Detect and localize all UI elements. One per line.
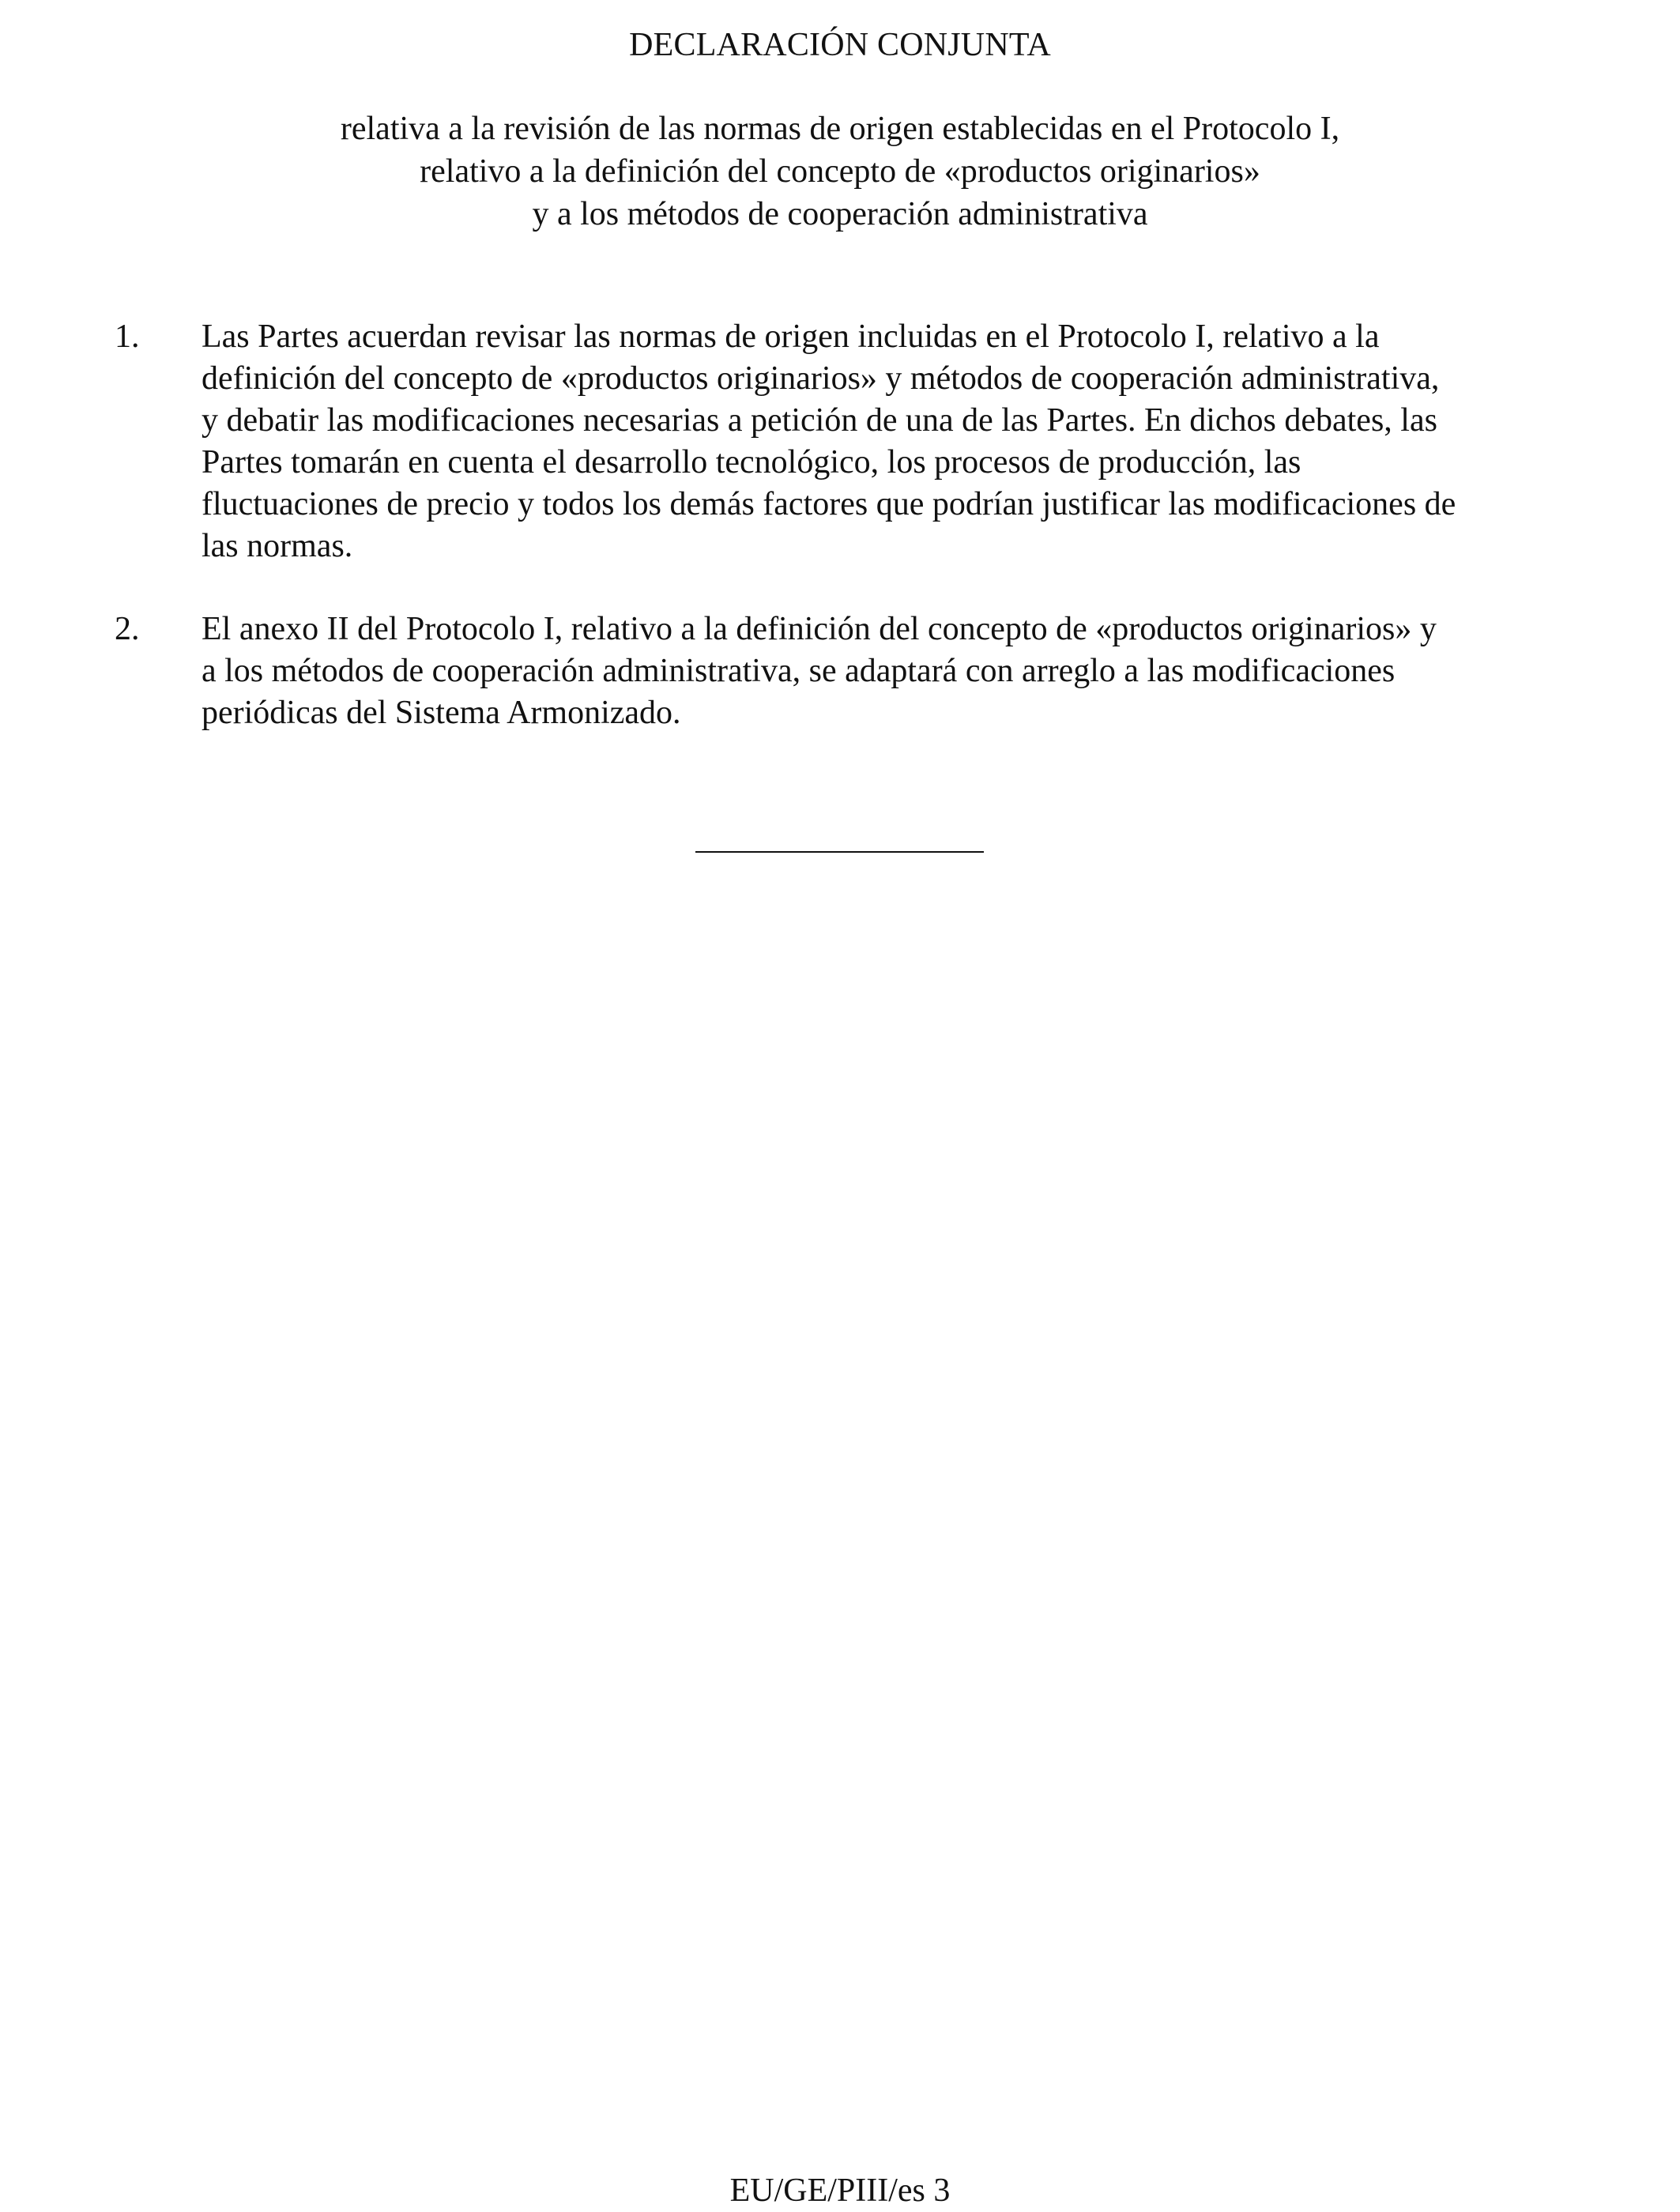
subtitle-line: relativo a la definición del concepto de «productos originarios» <box>420 153 1260 190</box>
document-title: DECLARACIÓN CONJUNTA <box>629 27 1051 63</box>
paragraph-text <box>202 316 1680 567</box>
paragraph-line: Las Partes acuerdan revisar las normas de origen incluidas en el Protocolo I, relativo a la <box>202 318 1380 355</box>
page-footer-reference: EU/GE/PIII/es 3 <box>729 2172 951 2209</box>
paragraph-line: periódicas del Sistema Armonizado. <box>202 695 681 731</box>
paragraph-number: 2. <box>115 611 140 647</box>
paragraph-number: 1. <box>115 318 140 355</box>
paragraph-line: a los métodos de cooperación administrativa, se adaptará con arreglo a las modificaciones <box>202 653 1396 689</box>
paragraph-line: y debatir las modificaciones necesarias a petición de una de las Partes. En dichos debates, las <box>202 402 1437 439</box>
paragraph-line: El anexo II del Protocolo I, relativo a la definición del concepto de «productos originarios» y <box>202 611 1437 647</box>
paragraph-text <box>202 609 1680 734</box>
paragraph-line: fluctuaciones de precio y todos los demás factores que podrían justificar las modificaciones de <box>202 486 1456 522</box>
subtitle-line: relativa a la revisión de las normas de origen establecidas en el Protocolo I, <box>340 111 1340 147</box>
paragraph-line: Partes tomarán en cuenta el desarrollo tecnológico, los procesos de producción, las <box>202 444 1301 480</box>
end-separator-rule <box>695 851 984 853</box>
document-subtitle <box>0 107 1680 236</box>
paragraph-line: definición del concepto de «productos originarios» y métodos de cooperación administrativa, <box>202 360 1440 397</box>
subtitle-line: y a los métodos de cooperación administrativa <box>532 196 1148 232</box>
paragraph-line: las normas. <box>202 528 353 564</box>
